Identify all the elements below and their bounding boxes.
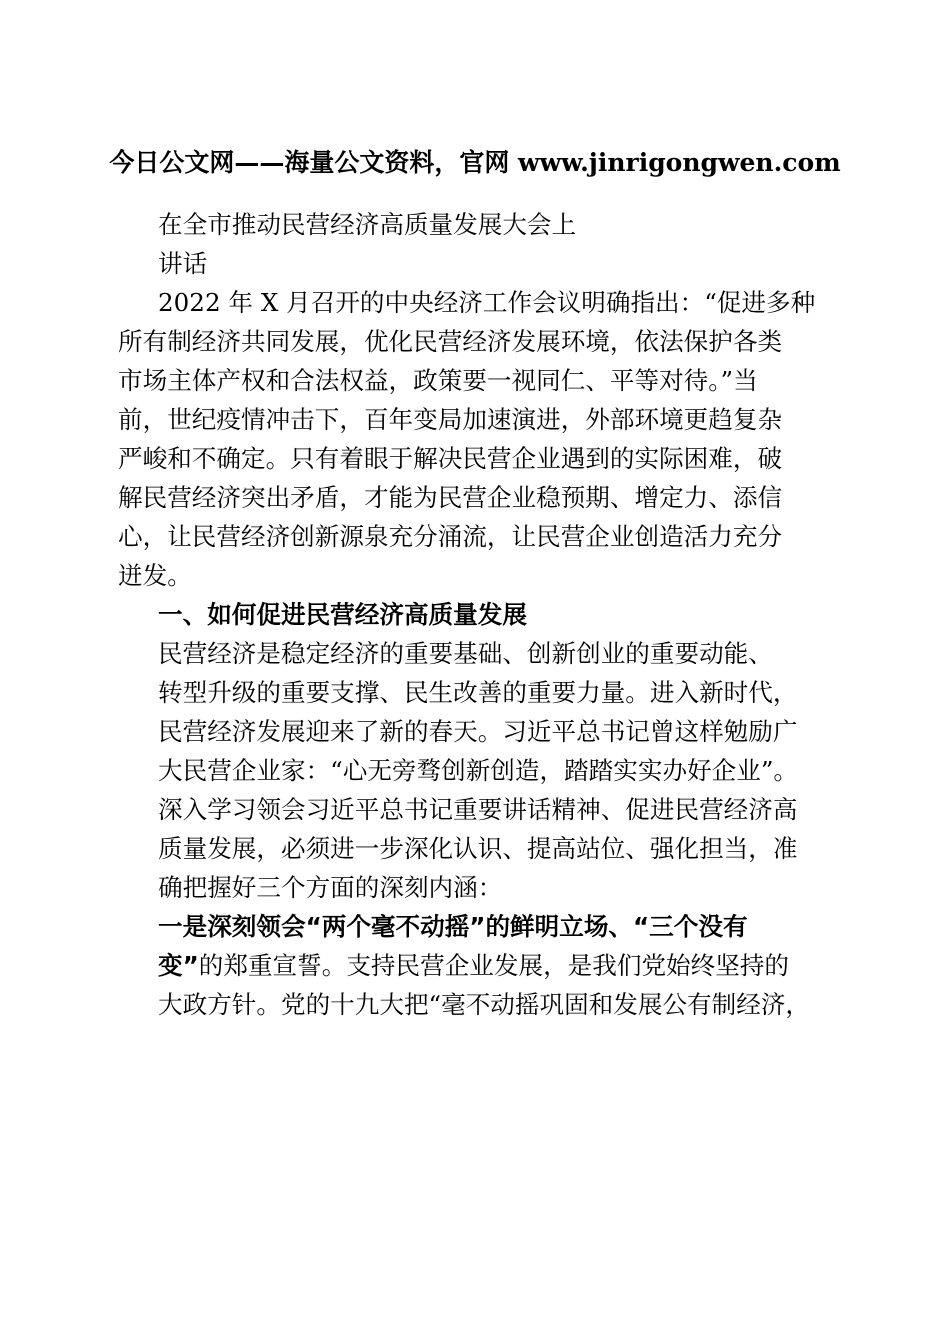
intro-line: 迸发。 [118, 561, 192, 590]
point-line: 大政方针。党的十九大把“毫不动摇巩固和发展公有制经济， [158, 990, 811, 1019]
section-line: 大民营企业家：“心无旁骛创新创造，踏踏实实办好企业”。 [158, 756, 798, 785]
section-line: 民营经济是稳定经济的重要基础、创新创业的重要动能、 [158, 639, 773, 668]
section-line: 深入学习领会习近平总书记重要讲话精神、促进民营经济高 [158, 795, 798, 824]
section-line: 质量发展，必须进一步深化认识、提高站位、强化担当，准 [158, 834, 798, 863]
point-line [118, 946, 838, 985]
section-line: 转型升级的重要支撑、民生改善的重要力量。进入新时代， [158, 678, 798, 707]
intro-line: 2022 年 X 月召开的中央经济工作会议明确指出：“促进多种 [158, 288, 816, 317]
intro-line: 严峻和不确定。只有着眼于解决民营企业遇到的实际困难，破 [118, 444, 783, 473]
document-body [118, 205, 838, 1024]
intro-line: 解民营经济突出矛盾，才能为民营企业稳预期、增定力、添信 [118, 483, 783, 512]
intro-line: 所有制经济共同发展，优化民营经济发展环境，依法保护各类 [118, 327, 783, 356]
point-line-rest: 的郑重宣誓。支持民营企业发展，是我们党始终坚持的 [198, 951, 790, 980]
document-title-line-2: 讲话 [158, 249, 208, 278]
point-lead-line: 一是深刻领会“两个毫不动摇”的鲜明立场、“三个没有 [158, 912, 748, 941]
document-title-line-1: 在全市推动民营经济高质量发展大会上 [158, 210, 577, 239]
section-line: 确把握好三个方面的深刻内涵： [158, 873, 503, 902]
intro-line: 市场主体产权和合法权益，政策要一视同仁、平等对待。”当 [118, 366, 758, 395]
section-heading: 一、如何促进民营经济高质量发展 [158, 600, 527, 629]
intro-line: 心，让民营经济创新源泉充分涌流，让民营企业创造活力充分 [118, 522, 783, 551]
site-header-title: 今日公文网——海量公文资料，官网 www.jinrigongwen.com [109, 148, 841, 177]
intro-line: 前，世纪疫情冲击下，百年变局加速演进，外部环境更趋复杂 [118, 405, 783, 434]
section-line: 民营经济发展迎来了新的春天。习近平总书记曾这样勉励广 [158, 717, 798, 746]
point-lead-fragment: 变” [158, 951, 199, 980]
